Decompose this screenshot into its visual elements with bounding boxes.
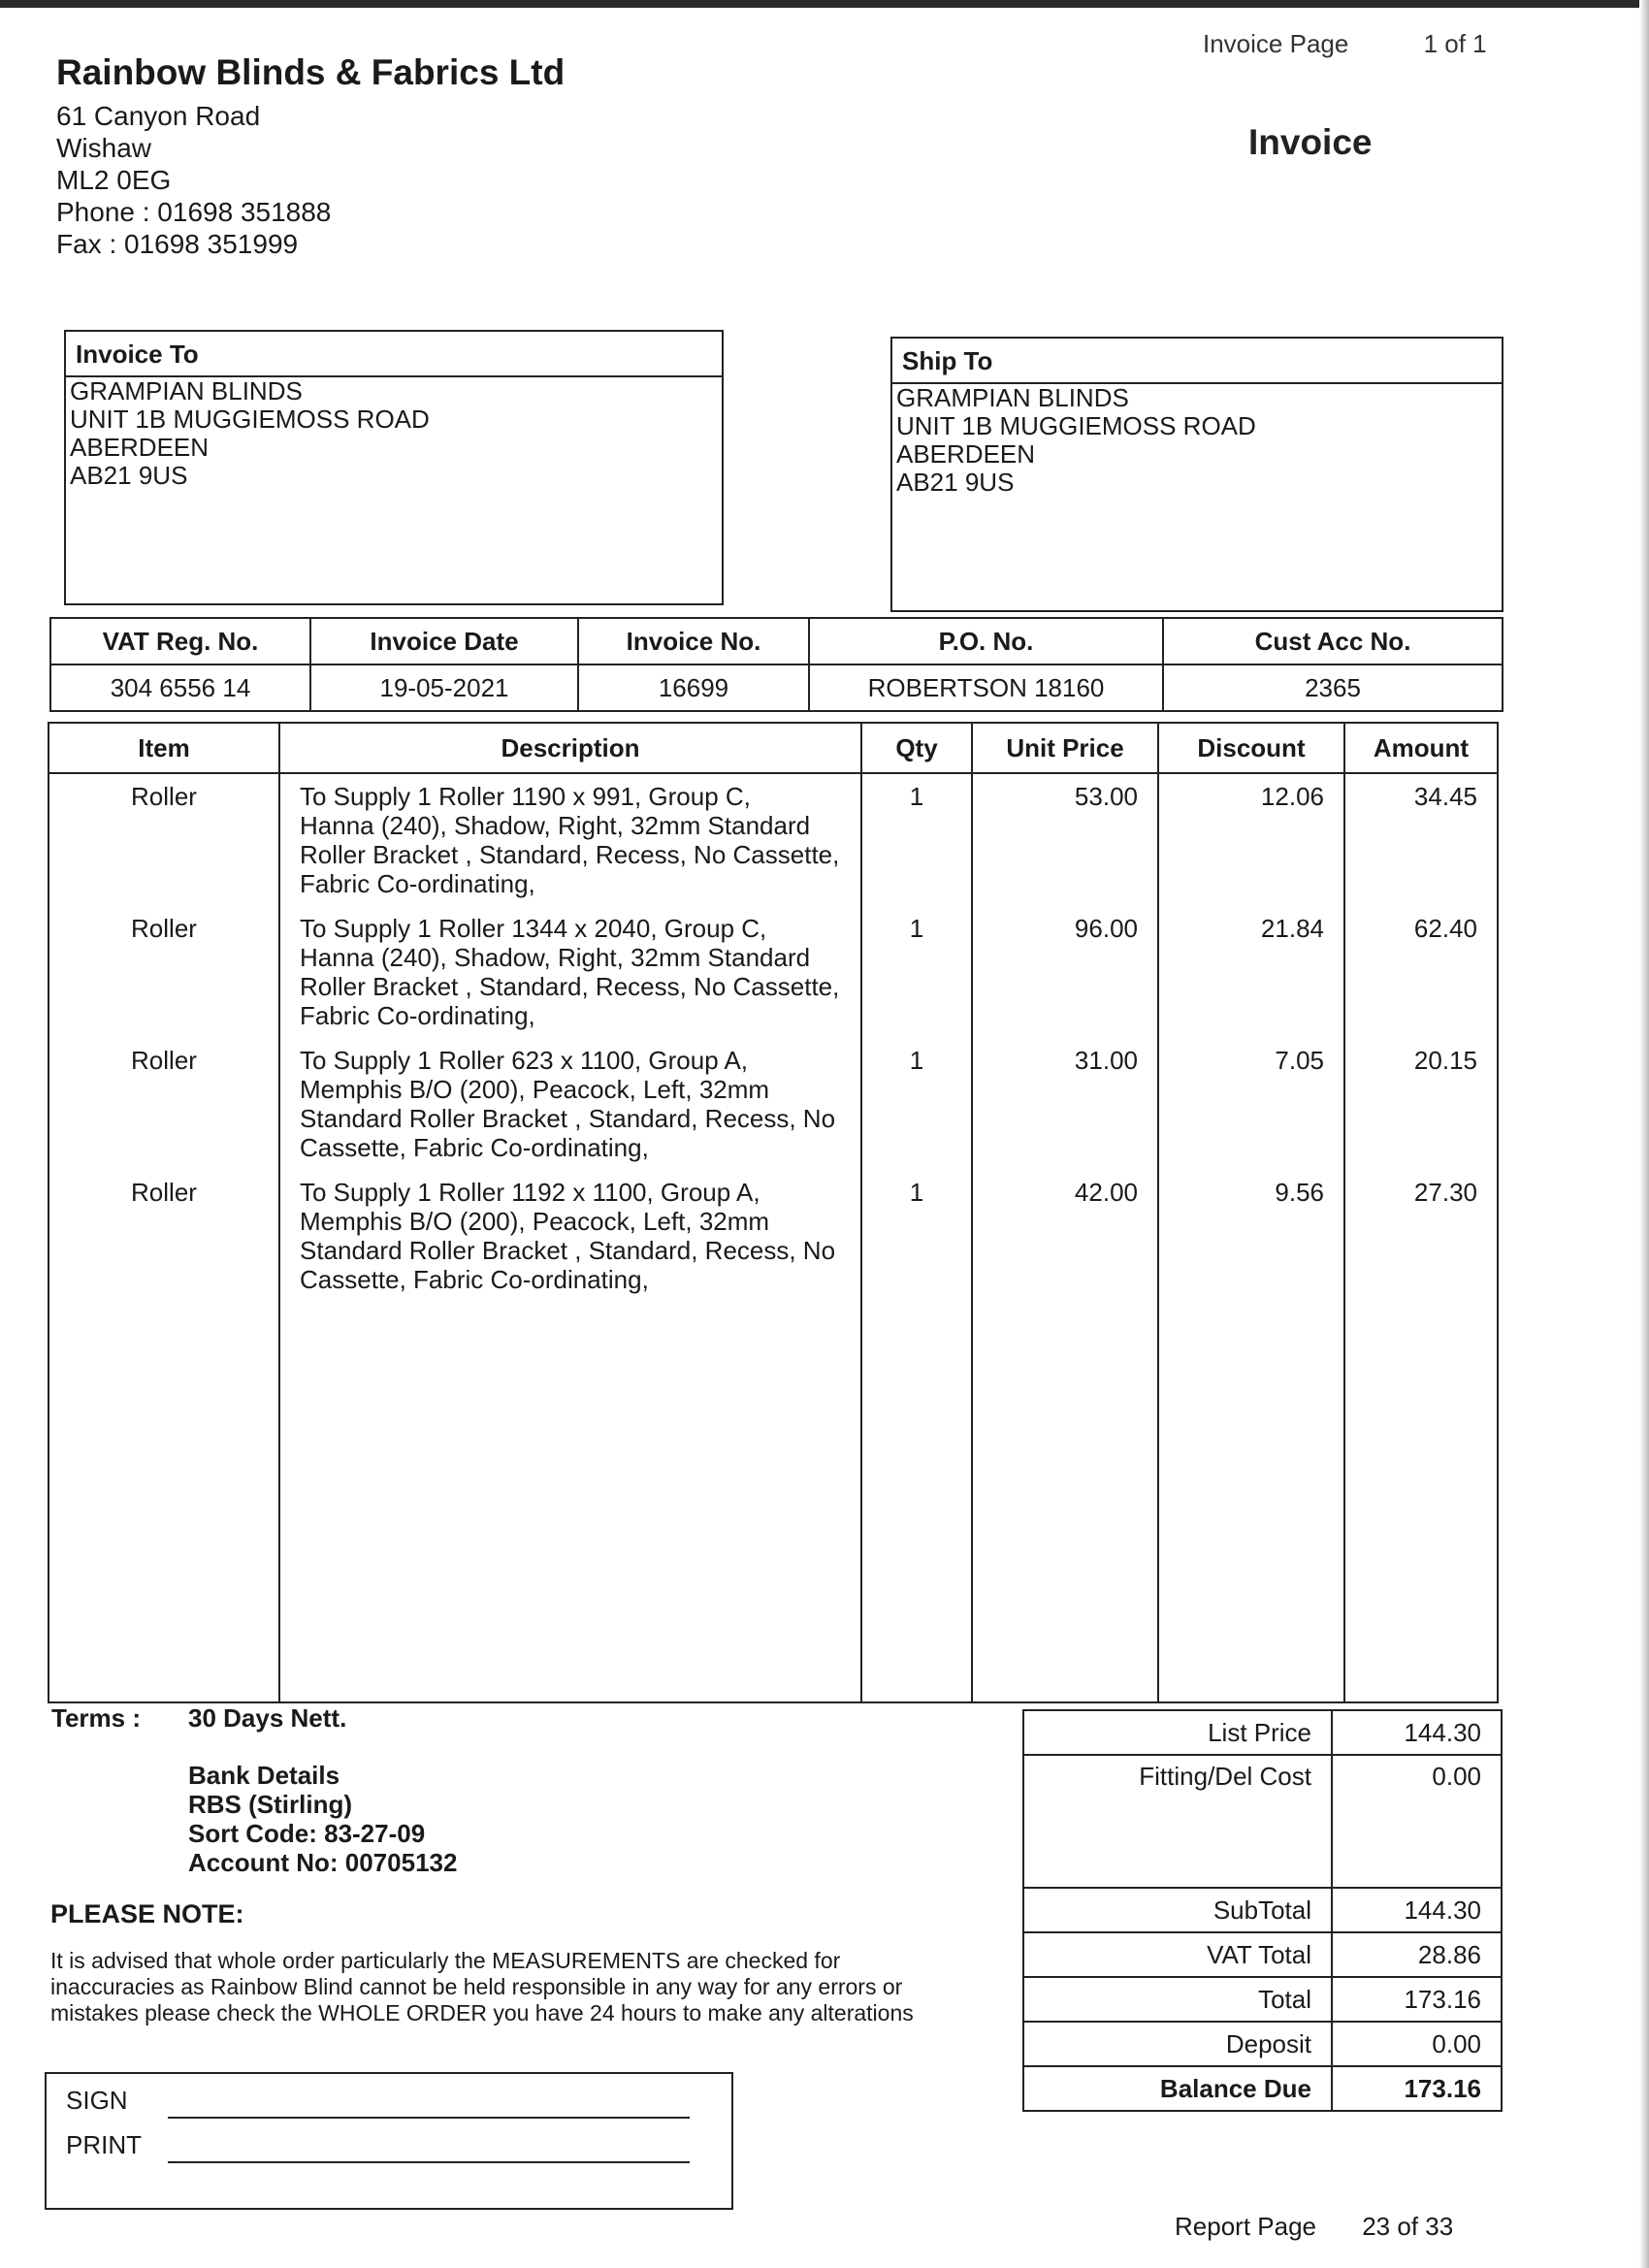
- invoice-date-value: 19-05-2021: [310, 664, 578, 711]
- ship-to-box: [890, 337, 1504, 612]
- vat-reg-header: VAT Reg. No.: [50, 618, 310, 664]
- subtotal-value: 144.30: [1332, 1888, 1502, 1932]
- invoice-info-table: [49, 617, 1504, 712]
- company-address-line: Wishaw: [56, 133, 152, 163]
- report-page-value: 23 of 33: [1362, 2212, 1454, 2241]
- note-line: inaccuracies as Rainbow Blind cannot be held responsible in any way for any errors or: [50, 1974, 903, 1999]
- note-line: It is advised that whole order particularly the MEASUREMENTS are checked for: [50, 1948, 841, 1973]
- item-cell: Roller: [48, 1170, 279, 1302]
- discount-cell: 21.84: [1158, 906, 1344, 1038]
- unit-price-cell: 31.00: [972, 1038, 1158, 1170]
- ship-to-line: AB21 9US: [896, 468, 1015, 497]
- po-no-value: ROBERTSON 18160: [809, 664, 1163, 711]
- invoice-page-value: 1 of 1: [1423, 29, 1487, 58]
- vat-total-label: VAT Total: [1023, 1932, 1332, 1977]
- unit-price-column-header: Unit Price: [972, 723, 1158, 773]
- invoice-to-line: ABERDEEN: [70, 433, 210, 462]
- description-line: Hanna (240), Shadow, Right, 32mm Standard: [300, 943, 811, 972]
- item-cell: Roller: [48, 906, 279, 1038]
- list-price-label: List Price: [1023, 1710, 1332, 1755]
- invoice-no-header: Invoice No.: [578, 618, 809, 664]
- bank-details-title: Bank Details: [188, 1761, 340, 1790]
- invoice-to-box: [64, 330, 724, 605]
- print-label: PRINT: [66, 2130, 142, 2159]
- signature-box: [45, 2072, 733, 2210]
- qty-column-header: Qty: [861, 723, 972, 773]
- description-cell: [279, 1170, 861, 1302]
- balance-due-value: 173.16: [1332, 2066, 1502, 2111]
- company-name: Rainbow Blinds & Fabrics Ltd: [56, 52, 566, 92]
- table-row: [48, 773, 1498, 906]
- please-note-text: [50, 1948, 982, 2026]
- invoice-to-line: GRAMPIAN BLINDS: [70, 376, 303, 405]
- ship-to-line: GRAMPIAN BLINDS: [896, 383, 1129, 412]
- amount-cell: 27.30: [1344, 1170, 1498, 1302]
- qty-cell: 1: [861, 1038, 972, 1170]
- vat-reg-value: 304 6556 14: [50, 664, 310, 711]
- sort-code: Sort Code: 83-27-09: [188, 1819, 426, 1848]
- scan-right-edge: [1639, 0, 1649, 2268]
- description-line: Roller Bracket , Standard, Recess, No Cassette,: [300, 840, 840, 869]
- qty-cell: 1: [861, 906, 972, 1038]
- document-title: Invoice: [1248, 122, 1373, 162]
- invoice-page-indicator: [1203, 29, 1487, 59]
- item-column-header: Item: [48, 723, 279, 773]
- subtotal-label: SubTotal: [1023, 1888, 1332, 1932]
- amount-cell: 34.45: [1344, 773, 1498, 906]
- ship-to-line: UNIT 1B MUGGIEMOSS ROAD: [896, 411, 1256, 440]
- table-row: [48, 906, 1498, 1038]
- note-line: mistakes please check the WHOLE ORDER you have 24 hours to make any alterations: [50, 2000, 914, 2025]
- unit-price-cell: 53.00: [972, 773, 1158, 906]
- please-note-title: PLEASE NOTE:: [50, 1899, 244, 1928]
- description-line: Memphis B/O (200), Peacock, Left, 32mm: [300, 1207, 770, 1236]
- ship-to-label: Ship To: [892, 339, 1502, 384]
- description-line: Cassette, Fabric Co-ordinating,: [300, 1265, 649, 1294]
- description-cell: [279, 773, 861, 906]
- total-label: Total: [1023, 1977, 1332, 2022]
- company-address-line: ML2 0EG: [56, 165, 172, 195]
- account-number: Account No: 00705132: [188, 1848, 458, 1877]
- cust-acc-header: Cust Acc No.: [1163, 618, 1503, 664]
- list-price-value: 144.30: [1332, 1710, 1502, 1755]
- description-line: Cassette, Fabric Co-ordinating,: [300, 1133, 649, 1162]
- unit-price-cell: 42.00: [972, 1170, 1158, 1302]
- fitting-cost-label: Fitting/Del Cost: [1023, 1755, 1332, 1888]
- totals-row: [1023, 2022, 1502, 2066]
- description-line: Fabric Co-ordinating,: [300, 869, 535, 898]
- deposit-label: Deposit: [1023, 2022, 1332, 2066]
- line-items-table: [48, 722, 1499, 1703]
- totals-row: [1023, 1755, 1502, 1888]
- fitting-cost-value: 0.00: [1332, 1755, 1502, 1888]
- description-line: Hanna (240), Shadow, Right, 32mm Standard: [300, 811, 811, 840]
- bank-name: RBS (Stirling): [188, 1790, 352, 1819]
- sign-label: SIGN: [66, 2086, 128, 2115]
- discount-cell: 9.56: [1158, 1170, 1344, 1302]
- amount-cell: 62.40: [1344, 906, 1498, 1038]
- ship-to-line: ABERDEEN: [896, 439, 1036, 469]
- description-line: Standard Roller Bracket , Standard, Recess, No: [300, 1236, 836, 1265]
- description-line: Fabric Co-ordinating,: [300, 1001, 535, 1030]
- description-cell: [279, 1038, 861, 1170]
- vat-total-value: 28.86: [1332, 1932, 1502, 1977]
- qty-cell: 1: [861, 1170, 972, 1302]
- description-line: To Supply 1 Roller 1192 x 1100, Group A,: [300, 1178, 760, 1207]
- company-address-line: 61 Canyon Road: [56, 101, 261, 131]
- invoice-to-line: AB21 9US: [70, 461, 188, 490]
- totals-table: [1022, 1709, 1503, 2112]
- unit-price-cell: 96.00: [972, 906, 1158, 1038]
- table-row: [48, 1038, 1498, 1170]
- invoice-to-line: UNIT 1B MUGGIEMOSS ROAD: [70, 405, 430, 434]
- cust-acc-value: 2365: [1163, 664, 1503, 711]
- description-line: Standard Roller Bracket , Standard, Recess, No: [300, 1104, 836, 1133]
- company-phone: Phone : 01698 351888: [56, 197, 332, 227]
- description-line: To Supply 1 Roller 1344 x 2040, Group C,: [300, 914, 767, 943]
- description-line: Memphis B/O (200), Peacock, Left, 32mm: [300, 1075, 770, 1104]
- totals-row: [1023, 2066, 1502, 2111]
- discount-cell: 12.06: [1158, 773, 1344, 906]
- invoice-to-label: Invoice To: [66, 332, 722, 377]
- total-value: 173.16: [1332, 1977, 1502, 2022]
- table-row: [48, 1170, 1498, 1302]
- description-cell: [279, 906, 861, 1038]
- description-column-header: Description: [279, 723, 861, 773]
- discount-column-header: Discount: [1158, 723, 1344, 773]
- invoice-page-label: Invoice Page: [1203, 29, 1349, 58]
- report-page-label: Report Page: [1175, 2212, 1316, 2241]
- totals-row: [1023, 1977, 1502, 2022]
- balance-due-label: Balance Due: [1023, 2066, 1332, 2111]
- invoice-no-value: 16699: [578, 664, 809, 711]
- report-page-indicator: [1175, 2212, 1453, 2242]
- po-no-header: P.O. No.: [809, 618, 1163, 664]
- item-cell: Roller: [48, 1038, 279, 1170]
- totals-row: [1023, 1888, 1502, 1932]
- scan-top-edge: [0, 0, 1649, 8]
- description-line: To Supply 1 Roller 623 x 1100, Group A,: [300, 1046, 749, 1075]
- invoice-date-header: Invoice Date: [310, 618, 578, 664]
- terms-value: 30 Days Nett.: [188, 1703, 347, 1733]
- print-line[interactable]: [168, 2161, 690, 2163]
- terms-label: Terms :: [51, 1703, 141, 1733]
- qty-cell: 1: [861, 773, 972, 906]
- totals-row: [1023, 1710, 1502, 1755]
- table-filler-row: [48, 1302, 1498, 1702]
- discount-cell: 7.05: [1158, 1038, 1344, 1170]
- amount-cell: 20.15: [1344, 1038, 1498, 1170]
- totals-row: [1023, 1932, 1502, 1977]
- description-line: Roller Bracket , Standard, Recess, No Cassette,: [300, 972, 840, 1001]
- description-line: To Supply 1 Roller 1190 x 991, Group C,: [300, 782, 751, 811]
- company-fax: Fax : 01698 351999: [56, 229, 299, 259]
- amount-column-header: Amount: [1344, 723, 1498, 773]
- sign-line[interactable]: [168, 2117, 690, 2119]
- item-cell: Roller: [48, 773, 279, 906]
- deposit-value: 0.00: [1332, 2022, 1502, 2066]
